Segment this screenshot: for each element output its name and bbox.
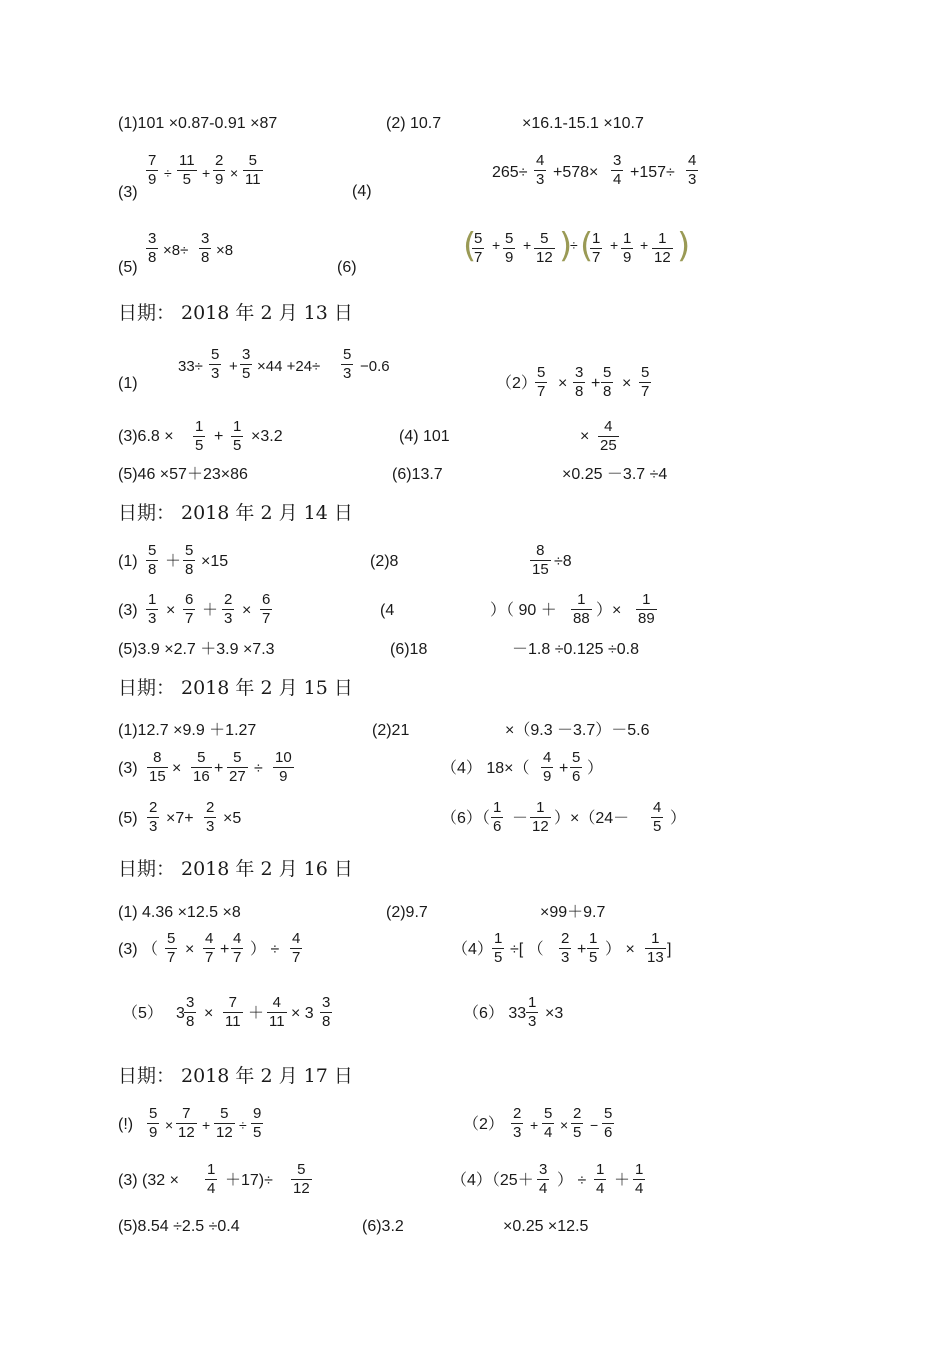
fraction: 2 5: [573, 1105, 582, 1141]
operator: +: [530, 1117, 539, 1133]
date-heading: 日期： 2018 年 2 月 17 日: [118, 1065, 353, 1087]
operator: +: [577, 941, 587, 958]
problem-1: (1)12.7 ×9.9 ＋1.27: [118, 722, 257, 739]
operator: +: [214, 760, 224, 777]
operator: ×: [204, 1005, 214, 1022]
fraction: 3 8: [322, 994, 331, 1030]
problem-1-label: (1): [118, 375, 138, 392]
operator: ＋: [165, 553, 182, 570]
operator: ×: [172, 760, 182, 777]
problem-2-start: (2)21: [372, 722, 410, 739]
problem-2-label: （2）: [463, 1116, 504, 1133]
operator: +: [492, 237, 501, 253]
problem-4-start: (4: [380, 602, 395, 619]
fraction: 6 7: [185, 591, 194, 627]
expr-part: ） ÷: [557, 1172, 587, 1189]
problem-4-label: (4): [352, 183, 372, 200]
fraction: 6 7: [262, 591, 271, 627]
fraction: 3 8: [201, 230, 210, 266]
expr-part: ×8: [216, 242, 234, 259]
fraction: 2 3: [206, 799, 215, 835]
operator: +: [591, 375, 601, 392]
fraction: 7 9: [148, 152, 157, 188]
fraction: 1 4: [596, 1161, 605, 1197]
fraction: 4 11: [269, 994, 285, 1030]
fraction: 1 9: [623, 230, 632, 266]
problem-6-end: －1.8 ÷0.125 ÷0.8: [512, 641, 639, 658]
fraction: 4 3: [688, 152, 697, 188]
fraction: 5 6: [604, 1105, 613, 1141]
fraction: 5 9: [149, 1105, 158, 1141]
operator: +: [229, 358, 238, 375]
fraction: 5 7: [537, 364, 546, 400]
problem-4-label: （4）: [452, 941, 493, 958]
operator: +: [202, 1117, 211, 1133]
fraction: 5 12: [216, 1105, 233, 1141]
problem-2-end: ×99＋9.7: [540, 904, 606, 921]
fraction: 5 6: [572, 749, 581, 785]
operator: ×: [622, 375, 632, 392]
fraction: 8 15: [532, 542, 549, 578]
problem-5: (5)8.54 ÷2.5 ÷0.4: [118, 1218, 240, 1235]
fraction: 5 3: [211, 346, 220, 382]
whole-number: 3: [176, 1005, 185, 1022]
problem-2-end: ×16.1-15.1 ×10.7: [522, 115, 644, 132]
problem-5-label: (5): [118, 259, 138, 276]
operator: +: [214, 428, 224, 445]
problem-6-start: （6） 33: [463, 1005, 527, 1022]
problem-4-start: （4） 18×（: [441, 760, 530, 777]
problem-1: (1) 4.36 ×12.5 ×8: [118, 904, 241, 921]
operator: ＋: [248, 1005, 265, 1022]
fraction: 3 8: [148, 230, 157, 266]
operator: +: [523, 237, 532, 253]
fraction: 4 3: [536, 152, 545, 188]
fraction: 5 4: [544, 1105, 553, 1141]
left-paren: (: [463, 226, 477, 266]
expr-part: ×7+: [166, 810, 194, 827]
operator: −: [590, 1117, 599, 1133]
expr-part: ÷[ （: [510, 941, 544, 958]
fraction: 5 27: [229, 749, 246, 785]
fraction: 7 11: [225, 994, 241, 1030]
problem-6-end: ×0.25 ×12.5: [503, 1218, 589, 1235]
fraction: 5 16: [193, 749, 210, 785]
date-heading: 日期： 2018 年 2 月 15 日: [118, 677, 353, 699]
fraction: 10 9: [275, 749, 292, 785]
fraction: 5 12: [536, 230, 553, 266]
expr-part: ） ÷: [250, 941, 280, 958]
expr-part: 33÷: [178, 358, 203, 375]
operator: ×: [558, 375, 568, 392]
fraction: 1 89: [638, 591, 655, 627]
expr-part: −0.6: [360, 358, 390, 375]
operator: ÷: [164, 165, 172, 181]
fraction: 2 3: [224, 591, 233, 627]
fraction: 5 11: [245, 152, 261, 188]
expr-part: ×3: [545, 1005, 564, 1022]
operator: ＋: [202, 602, 219, 619]
problem-1-label: (!): [118, 1116, 134, 1133]
expr-part: ÷8: [554, 553, 572, 570]
fraction: 1 12: [532, 799, 549, 835]
operator: ÷: [239, 1117, 247, 1133]
fraction: 1 4: [635, 1161, 644, 1197]
fraction: 1 5: [233, 418, 242, 454]
expr-part: ×8÷: [163, 242, 189, 259]
fraction: 5 7: [474, 230, 483, 266]
problem-6-end: ×0.25 －3.7 ÷4: [562, 466, 668, 483]
fraction: 1 13: [647, 930, 664, 966]
fraction: 2 3: [149, 799, 158, 835]
fraction: 5 3: [343, 346, 352, 382]
operator: +: [559, 760, 569, 777]
fraction: 1 88: [573, 591, 590, 627]
fraction: 1 3: [528, 994, 537, 1030]
fraction: 4 7: [233, 930, 242, 966]
operator: －: [512, 810, 529, 827]
date-heading: 日期： 2018 年 2 月 14 日: [118, 502, 353, 524]
left-paren: (: [580, 226, 594, 266]
operator: ×: [560, 1117, 569, 1133]
fraction: 1 5: [589, 930, 598, 966]
expr-part: ）（ 90 ＋: [490, 602, 557, 619]
fraction: 5 12: [293, 1161, 310, 1197]
problem-3-label: (3): [118, 760, 138, 777]
operator: ＋: [614, 1172, 631, 1189]
fraction: 1 6: [493, 799, 502, 835]
fraction: 5 8: [148, 542, 157, 578]
fraction: 8 15: [149, 749, 166, 785]
fraction: 5 8: [603, 364, 612, 400]
operator: ×: [230, 165, 239, 181]
problem-2-start: (2)9.7: [386, 904, 428, 921]
fraction: 1 5: [195, 418, 204, 454]
fraction: 4 7: [205, 930, 214, 966]
problem-6-label: (6): [337, 259, 357, 276]
fraction: 1 7: [592, 230, 601, 266]
expr-part: ×3.2: [251, 428, 283, 445]
problem-2-start: (2)8: [370, 553, 399, 570]
expr-part: ）: [587, 760, 604, 777]
fraction: 3 5: [242, 346, 251, 382]
fraction: 7 12: [178, 1105, 195, 1141]
operator: ÷: [570, 237, 578, 253]
expr-part: ×15: [201, 553, 229, 570]
problem-6-start: (6)3.2: [362, 1218, 404, 1235]
expr-part: 265÷: [492, 164, 528, 181]
expr-part: ）: [670, 810, 687, 827]
operator: +: [610, 237, 619, 253]
fraction: 4 25: [600, 418, 617, 454]
right-paren: ): [677, 226, 691, 266]
operator: ×: [185, 941, 195, 958]
operator: ×: [166, 602, 176, 619]
fraction: 1 5: [494, 930, 503, 966]
operator: ×: [580, 428, 590, 445]
operator: +: [202, 165, 211, 181]
problem-6-start: (6)18: [390, 641, 428, 658]
fraction: 9 5: [253, 1105, 262, 1141]
problem-5-label: （5）: [122, 1005, 163, 1022]
fraction: 3 4: [539, 1161, 548, 1197]
fraction: 5 7: [167, 930, 176, 966]
expr-part: ） ×: [605, 941, 635, 958]
fraction: 3 4: [613, 152, 622, 188]
problem-5: (5)3.9 ×2.7 ＋3.9 ×7.3: [118, 641, 275, 658]
problem-4-start: （4）（25＋: [451, 1172, 534, 1189]
date-heading: 日期： 2018 年 2 月 13 日: [118, 302, 353, 324]
fraction: 5 7: [641, 364, 650, 400]
fraction: 5 8: [185, 542, 194, 578]
problem-1: (1)101 ×0.87-0.91 ×87: [118, 115, 278, 132]
problem-1-label: (1): [118, 553, 138, 570]
fraction: 4 7: [292, 930, 301, 966]
problem-5: (5)46 ×57＋23×86: [118, 466, 248, 483]
problem-6-start: （6）（: [441, 810, 490, 827]
right-paren: ): [559, 226, 573, 266]
fraction: 1 12: [654, 230, 671, 266]
problem-3-label: (3): [118, 602, 138, 619]
fraction: 4 9: [543, 749, 552, 785]
operator: +: [640, 237, 649, 253]
operator: ×: [242, 602, 252, 619]
problem-3-start: (3)6.8 ×: [118, 428, 174, 445]
problem-3-label: (3): [118, 184, 138, 201]
fraction: 1 3: [148, 591, 157, 627]
operator: +: [220, 941, 230, 958]
expr-part: ）×（24－: [554, 810, 630, 827]
problem-3-start: (3) (32 ×: [118, 1172, 179, 1189]
fraction: 4 5: [653, 799, 662, 835]
fraction: 2 3: [513, 1105, 522, 1141]
fraction: 2 3: [561, 930, 570, 966]
expr-part: ）×: [596, 602, 622, 619]
fraction: 3 8: [186, 994, 195, 1030]
expr-part: ＋17)÷: [225, 1172, 273, 1189]
expr-part: ×44 +24÷: [257, 358, 321, 375]
problem-2-end: ×（9.3 －3.7）－5.6: [505, 722, 650, 739]
fraction: 1 4: [207, 1161, 216, 1197]
problem-3-start: (3) （: [118, 941, 159, 958]
problem-4-start: (4) 101: [399, 428, 450, 445]
problem-5-label: (5): [118, 810, 138, 827]
expr-part: × 3: [291, 1005, 314, 1022]
fraction: 2 9: [215, 152, 224, 188]
fraction: 5 9: [505, 230, 514, 266]
operator: ÷: [254, 760, 263, 777]
problem-2-label: （2）: [496, 375, 537, 392]
fraction: 3 8: [575, 364, 584, 400]
expr-part: +578×: [553, 164, 599, 181]
expr-part: ×5: [223, 810, 242, 827]
expr-part: ]: [667, 941, 672, 958]
operator: ×: [165, 1117, 174, 1133]
fraction: 11 5: [179, 152, 195, 188]
date-heading: 日期： 2018 年 2 月 16 日: [118, 858, 353, 880]
problem-2-start: (2) 10.7: [386, 115, 442, 132]
problem-6-start: (6)13.7: [392, 466, 443, 483]
expr-part: +157÷: [630, 164, 675, 181]
